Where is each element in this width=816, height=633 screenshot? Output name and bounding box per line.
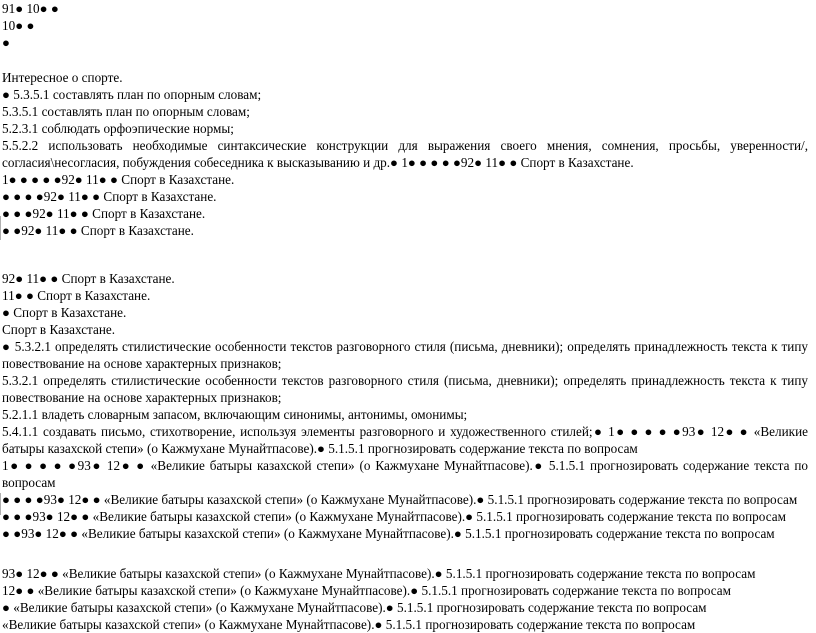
margin-divider <box>0 216 1 240</box>
text-line: ● Спорт в Казахстане. <box>2 305 127 320</box>
text-line: 5.3.5.1 составлять план по опорным словам; <box>2 104 250 119</box>
text-paragraph: 5.3.2.1 определять стилистические особенности текстов разговорного стиля (письма, дневники); определять принадлежность текста к типу повествование на основе характерных признаков; <box>2 373 808 405</box>
text-line: 5.2.3.1 соблюдать орфоэпические нормы; <box>2 121 234 136</box>
text-line: ● ●93● 12● ● «Великие батыры казахской степи» (о Кажмухане Мунайтпасове).● 5.1.5.1 прогнозировать содержание текста по вопросам <box>2 526 775 541</box>
text-line: 93● 12● ● «Великие батыры казахской степи» (о Кажмухане Мунайтпасове).● 5.1.5.1 прогнозировать содержание текста по вопросам <box>2 566 756 581</box>
text-line: ● 5.3.5.1 составлять план по опорным словам; <box>2 87 262 102</box>
spacer <box>2 239 812 270</box>
text-line: ● ● ● ●93● 12● ● «Великие батыры казахской степи» (о Кажмухане Мунайтпасове).● 5.1.5.1 прогнозировать содержание текста по вопросам <box>2 492 798 507</box>
text-line: ● ●92● 11● ● Спорт в Казахстане. <box>2 223 194 238</box>
text-line: 12● ● «Великие батыры казахской степи» (о Кажмухане Мунайтпасове).● 5.1.5.1 прогнозировать содержание текста по вопросам <box>2 583 731 598</box>
text-line: ● ● ●93● 12● ● «Великие батыры казахской степи» (о Кажмухане Мунайтпасове).● 5.1.5.1 прогнозировать содержание текста по вопросам <box>2 509 786 524</box>
text-line: ● <box>2 35 10 50</box>
section-heading: Интересное о спорте. <box>2 70 123 85</box>
text-paragraph: ● 5.3.2.1 определять стилистические особенности текстов разговорного стиля (письма, дневники); определять принадлежность текста к типу повествование на основе характерных признаков; <box>2 339 808 371</box>
spacer <box>2 542 812 565</box>
document-body <box>2 0 812 633</box>
margin-divider <box>0 493 1 515</box>
text-line: 11● ● Спорт в Казахстане. <box>2 288 151 303</box>
spacer <box>2 51 812 69</box>
text-paragraph: 5.5.2.2 использовать необходимые синтаксические конструкции для выражения своего мнения, сомнения, просьбы, уверенности/, согласия\несогласия, побуждения собеседника к высказыванию и др.● 1● ● ● ● ●92● 11● ● Спорт в Казахстане. <box>2 138 808 170</box>
text-line: ● «Великие батыры казахской степи» (о Кажмухане Мунайтпасове).● 5.1.5.1 прогнозировать содержание текста по вопросам <box>2 600 707 615</box>
text-paragraph: 1● ● ● ● ●93● 12● ● «Великие батыры казахской степи» (о Кажмухане Мунайтпасове).● 5.1.5.1 прогнозировать содержание текста по вопросам <box>2 458 808 490</box>
text-line: ● ● ● ●92● 11● ● Спорт в Казахстане. <box>2 189 217 204</box>
text-line: ● ● ●92● 11● ● Спорт в Казахстане. <box>2 206 206 221</box>
text-line: Спорт в Казахстане. <box>2 322 116 337</box>
text-line: 92● 11● ● Спорт в Казахстане. <box>2 271 175 286</box>
text-line: 10● ● <box>2 18 35 33</box>
text-line: 1● ● ● ● ●92● 11● ● Спорт в Казахстане. <box>2 172 235 187</box>
text-line: «Великие батыры казахской степи» (о Кажмухане Мунайтпасове).● 5.1.5.1 прогнозировать содержание текста по вопросам <box>2 617 696 632</box>
text-line: 5.2.1.1 владеть словарным запасом, включающим синонимы, антонимы, омонимы; <box>2 407 468 422</box>
text-paragraph: 5.4.1.1 создавать письмо, стихотворение, используя элементы разговорного и художественного стилей;● 1● ● ● ● ●93● 12● ● «Великие батыры казахской степи» (о Кажмухане Мунайтпасове).● 5.1.5.1 прогнозировать содержание текста по вопросам <box>2 424 808 456</box>
text-line: 91● 10● ● <box>2 1 59 16</box>
